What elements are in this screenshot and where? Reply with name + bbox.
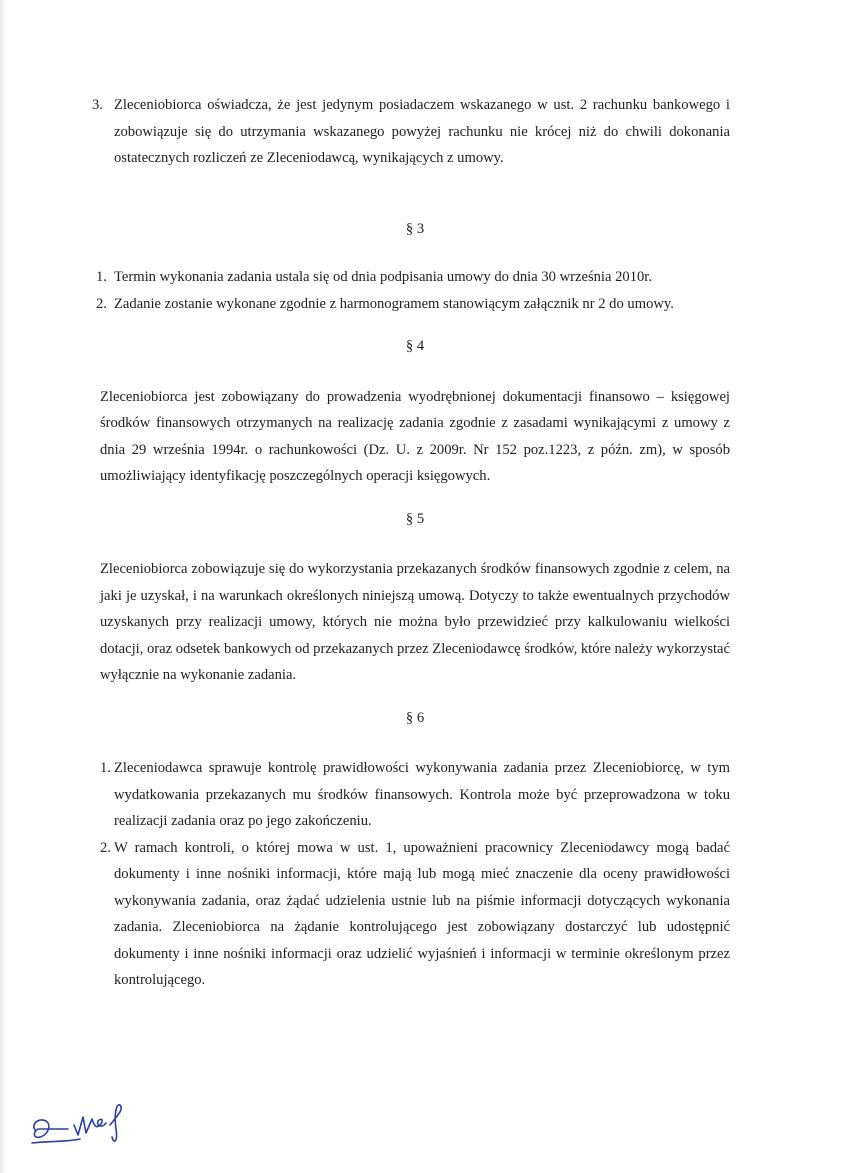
signature-strokes xyxy=(32,1105,121,1143)
document-body xyxy=(92,92,730,994)
item-number: 2. xyxy=(96,295,107,312)
section-6-item-2 xyxy=(100,835,730,994)
item-text: Zadanie zostanie wykonane zgodnie z harmonogramem stanowiącym załącznik nr 2 do umowy. xyxy=(114,295,674,312)
section-6-item-1 xyxy=(100,755,730,835)
item-text: Termin wykonania zadania ustala się od dnia podpisania umowy do dnia 30 września 2010r. xyxy=(114,269,653,285)
handwritten-signature xyxy=(28,1095,148,1155)
page-edge-shadow xyxy=(0,0,6,1173)
item-number: 3. xyxy=(92,97,103,113)
section-4-heading: § 4 xyxy=(405,338,425,354)
section-5-heading: § 5 xyxy=(405,510,425,527)
section-6-heading: § 6 xyxy=(405,709,425,726)
section-4-paragraph: Zleceniobiorca jest zobowiązany do prowadzenia wyodrębnionej dokumentacji finansowo – księgowej środków finansowych otrzymanych na realizację zadania zgodnie z zasadami wynikającymi z umowy z dnia 29 września 1994r. o rachunkowości (Dz. U. z 2009r. Nr 152 poz.1223, z późn. zm), w sposób umożliwiający identyfikację poszczególnych operacji księgowych. xyxy=(100,388,730,484)
section-3-item-2 xyxy=(96,291,730,318)
item-number: 1. xyxy=(96,269,107,285)
section-3-list xyxy=(96,264,730,317)
item-text: Zleceniodawca sprawuje kontrolę prawidłowości wykonywania zadania przez Zleceniobiorcę, w tym wydatkowania przekazanych mu środków finansowych. Kontrola może być przeprowadzona w toku realizacji zadania oraz po jego zakończeniu. xyxy=(114,760,730,829)
item-number: 2. xyxy=(100,839,111,856)
section-3-heading: § 3 xyxy=(405,220,425,237)
item-text: Zleceniobiorca oświadcza, że jest jedynym posiadaczem wskazanego w ust. 2 rachunku bankowego i zobowiązuje się do utrzymania wskazanego powyżej rachunku nie krócej niż do chwili dokonania ostatecznych rozliczeń ze Zleceniodawcą, wynikających z umowy. xyxy=(114,97,730,166)
intro-item-3 xyxy=(92,92,730,172)
section-5-paragraph: Zleceniobiorca zobowiązuje się do wykorzystania przekazanych środków finansowych zgodnie z celem, na jaki je uzyskał, i na warunkach określonych niniejszą umową. Dotyczy to także ewentualnych przychodów uzyskanych przy realizacji umowy, których nie można było przewidzieć przy kalkulowaniu wielkości dotacji, oraz odsetek bankowych od przekazanych przez Zleceniodawcę środków, które należy wykorzystać wyłącznie na wykonanie zadania. xyxy=(100,561,730,683)
item-text: W ramach kontroli, o której mowa w ust. 1, upoważnieni pracownicy Zleceniodawcy mogą badać dokumenty i inne nośniki informacji, które mają lub mogą mieć znaczenie dla oceny prawidłowości wykonywania zadania, oraz żądać udzielenia ustnie lub na piśmie informacji dotyczących wykonania zadania. Zleceniobiorca na żądanie kontrolującego jest zobowiązany dostarczyć lub udostępnić dokumenty i inne nośniki informacji oraz udzielić wyjaśnień i informacji w terminie określonym przez kontrolującego. xyxy=(114,839,730,988)
section-3-item-1 xyxy=(96,264,730,291)
section-6-list xyxy=(100,755,730,994)
item-number: 1. xyxy=(100,760,111,776)
